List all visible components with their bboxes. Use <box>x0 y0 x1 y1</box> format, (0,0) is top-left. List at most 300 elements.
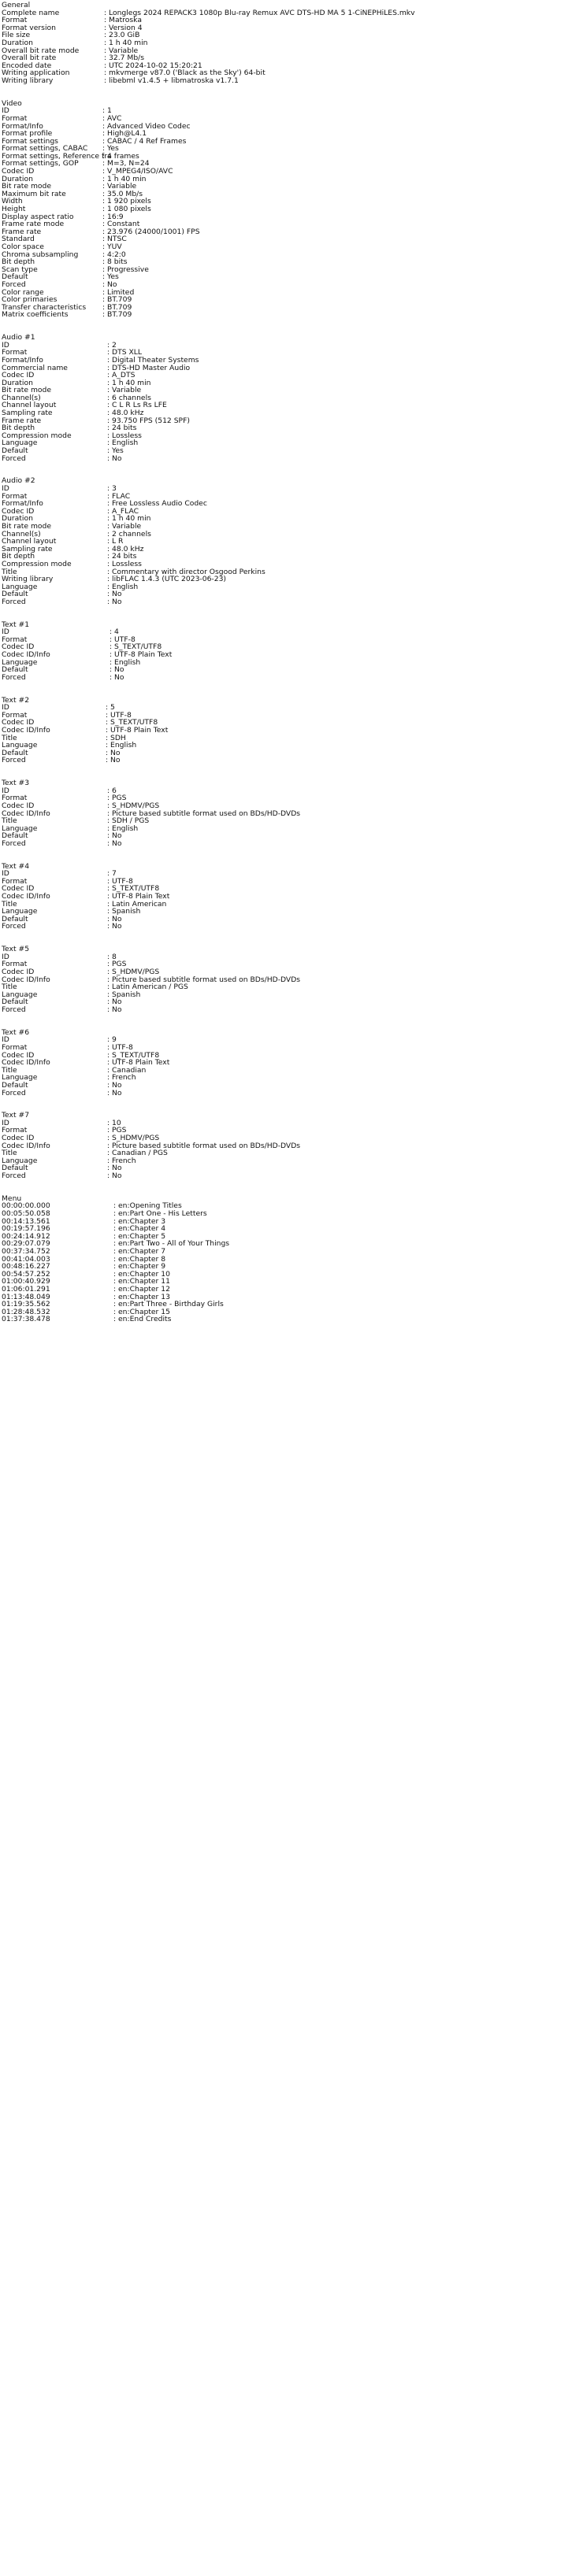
field-row <box>2 749 583 757</box>
field-value: : Yes <box>107 446 124 456</box>
field-label: ID <box>2 952 9 961</box>
field-label: 00:05:50.058 <box>2 1209 50 1218</box>
field-row <box>2 417 583 425</box>
section-title: Audio #1 <box>2 333 35 342</box>
field-label: Encoded date <box>2 61 52 70</box>
field-value: : Lossless <box>107 431 142 440</box>
field-value: : 5 <box>106 703 115 712</box>
field-label: Language <box>2 741 38 750</box>
field-label: Language <box>2 439 38 448</box>
field-label: Format version <box>2 23 56 32</box>
field-value: : High@L4.1 <box>102 129 147 139</box>
field-value: : Limited <box>102 287 135 297</box>
field-row <box>2 69 583 77</box>
field-label: Codec ID <box>2 506 35 516</box>
field-label: Title <box>2 733 17 742</box>
field-value: : en:Part One - His Letters <box>113 1209 207 1218</box>
field-row <box>2 590 583 598</box>
field-label: Default <box>2 590 28 599</box>
field-label: Language <box>2 990 38 999</box>
field-row <box>2 183 583 191</box>
field-label: Format <box>2 794 28 803</box>
field-value: : Variable <box>107 521 142 531</box>
field-label: Default <box>2 1164 28 1173</box>
field-value: : A_DTS <box>107 371 136 380</box>
field-label: Format <box>2 1042 28 1052</box>
field-value: : UTF-8 Plain Text <box>106 726 169 735</box>
field-row <box>2 432 583 440</box>
field-label: Title <box>2 816 17 826</box>
field-value: : English <box>107 582 139 591</box>
field-value: : No <box>106 748 121 757</box>
field-value: : 3 <box>107 484 117 493</box>
field-value: : 1 h 40 min <box>102 174 147 183</box>
field-row <box>2 1278 583 1286</box>
field-row <box>2 674 583 682</box>
section-title: Menu <box>2 1194 22 1203</box>
field-row <box>2 1067 583 1075</box>
field-value: : No <box>107 597 122 606</box>
field-label: Format settings, GOP <box>2 159 79 168</box>
field-row <box>2 976 583 984</box>
field-label: Forced <box>2 838 26 848</box>
field-value: : en:Chapter 10 <box>113 1269 170 1279</box>
field-label: ID <box>2 703 9 712</box>
field-value: : UTF-8 Plain Text <box>107 1058 170 1068</box>
field-value: : English <box>107 824 139 833</box>
field-value: : libebml v1.4.5 + libmatroska v1.7.1 <box>104 76 239 85</box>
field-label: Codec ID <box>2 968 35 976</box>
field-label: Format <box>2 113 28 123</box>
field-row <box>2 825 583 833</box>
field-row <box>2 901 583 909</box>
field-value: : S_TEXT/UTF8 <box>110 642 162 652</box>
field-row <box>2 251 583 259</box>
field-label: ID <box>2 484 9 493</box>
section-general <box>2 2 583 85</box>
field-label: 01:19:35.562 <box>2 1300 50 1309</box>
field-row <box>2 810 583 818</box>
field-row <box>2 636 583 644</box>
field-label: Sampling rate <box>2 544 53 553</box>
field-label: 00:41:04.003 <box>2 1254 50 1264</box>
field-label: Color primaries <box>2 295 58 305</box>
field-label: Default <box>2 1080 28 1090</box>
field-label: 00:24:14.912 <box>2 1231 50 1241</box>
field-row <box>2 372 583 379</box>
field-label: Duration <box>2 514 33 524</box>
field-row <box>2 742 583 749</box>
field-label: Channel(s) <box>2 529 41 539</box>
field-label: Codec ID <box>2 1050 35 1060</box>
field-row <box>2 160 583 168</box>
field-value: : No <box>107 1171 122 1181</box>
section-title: Text #7 <box>2 1111 30 1120</box>
field-label: Forced <box>2 1005 26 1014</box>
field-label: 00:54:57.252 <box>2 1269 50 1279</box>
field-row <box>2 123 583 131</box>
field-value: : FLAC <box>107 491 131 501</box>
field-value: : en:Part Three - Birthday Girls <box>113 1300 224 1309</box>
field-row <box>2 568 583 576</box>
field-label: 01:37:38.478 <box>2 1315 50 1324</box>
field-row <box>2 500 583 508</box>
field-value: : 8 bits <box>102 257 128 267</box>
field-value: : 48.0 kHz <box>107 544 144 553</box>
field-label: Format settings, Reference fra <box>2 151 112 161</box>
field-value: : SDH <box>106 733 126 742</box>
field-label: Duration <box>2 38 33 47</box>
field-value: : Variable <box>104 46 139 55</box>
field-row <box>2 1271 583 1279</box>
field-row <box>2 735 583 742</box>
field-value: : UTF-8 Plain Text <box>107 892 170 901</box>
field-label: Format <box>2 348 28 357</box>
field-row <box>2 583 583 591</box>
field-label: Height <box>2 205 26 214</box>
field-value: : No <box>107 590 122 599</box>
field-label: Format <box>2 960 28 969</box>
field-value: : PGS <box>107 794 127 803</box>
field-value: : No <box>107 453 122 463</box>
field-label: Writing library <box>2 575 54 584</box>
section-text-7 <box>2 1112 583 1179</box>
section-text-5 <box>2 946 583 1013</box>
field-row <box>2 62 583 70</box>
field-label: Codec ID <box>2 371 35 380</box>
field-row <box>2 1286 583 1294</box>
field-label: Forced <box>2 756 26 765</box>
field-value: : 35.0 Mb/s <box>102 189 143 198</box>
field-row <box>2 1316 583 1323</box>
field-row <box>2 138 583 146</box>
field-row <box>2 908 583 916</box>
section-title: Text #4 <box>2 861 30 871</box>
field-row <box>2 107 583 115</box>
field-value: : S_HDMV/PGS <box>107 1134 160 1143</box>
field-label: ID <box>2 340 9 350</box>
field-label: Title <box>2 1149 17 1158</box>
field-row <box>2 176 583 183</box>
field-value: : Advanced Video Codec <box>102 121 191 131</box>
field-value: : Constant <box>102 220 140 229</box>
field-row <box>2 235 583 243</box>
field-label: Format/Info <box>2 499 43 509</box>
field-row <box>2 304 583 312</box>
field-row <box>2 409 583 417</box>
section-video <box>2 100 583 319</box>
field-label: Title <box>2 899 17 909</box>
field-label: Default <box>2 748 28 757</box>
field-value: : YUV <box>102 242 122 251</box>
field-value: : 23.976 (24000/1001) FPS <box>102 227 200 236</box>
field-value: : 24 bits <box>107 424 137 433</box>
field-row <box>2 1233 583 1241</box>
field-value: : English <box>107 439 139 448</box>
field-value: : Free Lossless Audio Codec <box>107 499 207 509</box>
field-row <box>2 365 583 372</box>
field-row <box>2 1210 583 1218</box>
field-label: Frame rate <box>2 227 42 236</box>
field-row <box>2 983 583 991</box>
field-value: : NTSC <box>102 235 127 244</box>
field-row <box>2 991 583 999</box>
field-value: : en:Opening Titles <box>113 1201 182 1211</box>
field-label: ID <box>2 1118 9 1127</box>
field-label: Codec ID/Info <box>2 975 50 984</box>
field-value: : Longlegs 2024 REPACK3 1080p Blu-ray Remux AVC DTS-HD MA 5 1-CiNEPHiLES.mkv <box>104 8 415 17</box>
field-row <box>2 1120 583 1127</box>
field-value: : en:End Credits <box>113 1315 172 1324</box>
field-row <box>2 349 583 357</box>
field-label: Codec ID <box>2 884 35 894</box>
field-label: 00:14:13.561 <box>2 1216 50 1226</box>
field-value: : Commentary with director Osgood Perkins <box>107 567 266 576</box>
field-row <box>2 205 583 213</box>
field-label: Codec ID <box>2 718 35 727</box>
field-label: ID <box>2 1035 9 1045</box>
field-row <box>2 455 583 463</box>
field-row <box>2 1263 583 1271</box>
field-value: : 23.0 GiB <box>104 31 140 40</box>
field-label: Title <box>2 567 17 576</box>
field-label: 01:00:40.929 <box>2 1277 50 1286</box>
field-row <box>2 643 583 651</box>
field-value: : 1 h 40 min <box>104 38 148 47</box>
field-label: Duration <box>2 174 33 183</box>
field-label: Format/Info <box>2 121 43 131</box>
field-label: ID <box>2 627 9 637</box>
field-row <box>2 485 583 493</box>
field-row <box>2 289 583 297</box>
field-value: : en:Chapter 15 <box>113 1307 170 1316</box>
field-value: : DTS-HD Master Audio <box>107 363 191 372</box>
field-value: : Canadian / PGS <box>107 1149 168 1158</box>
field-label: Codec ID/Info <box>2 726 50 735</box>
field-value: : UTC 2024-10-02 15:20:21 <box>104 61 202 70</box>
field-value: : libFLAC 1.4.3 (UTC 2023-06-23) <box>107 575 227 584</box>
field-value: : 2 channels <box>107 529 151 539</box>
field-row <box>2 998 583 1006</box>
field-row <box>2 1218 583 1226</box>
field-label: Standard <box>2 235 35 244</box>
field-value: : PGS <box>107 960 127 969</box>
field-label: Language <box>2 657 38 667</box>
field-row <box>2 387 583 394</box>
field-row <box>2 523 583 531</box>
field-row <box>2 77 583 85</box>
field-value: : 9 <box>107 1035 117 1045</box>
field-label: 00:29:07.079 <box>2 1239 50 1249</box>
field-label: Language <box>2 907 38 916</box>
field-label: Frame rate <box>2 416 42 425</box>
field-value: : 6 channels <box>107 393 151 402</box>
field-row <box>2 817 583 825</box>
field-value: : SDH / PGS <box>107 816 150 826</box>
field-label: Writing library <box>2 76 54 85</box>
field-row <box>2 666 583 674</box>
field-row <box>2 168 583 176</box>
section-title: Video <box>2 98 22 108</box>
field-label: Language <box>2 824 38 833</box>
field-row <box>2 508 583 516</box>
field-label: Codec ID/Info <box>2 650 50 660</box>
field-value: : Lossless <box>107 559 142 568</box>
field-label: Format <box>2 710 28 720</box>
field-row <box>2 832 583 840</box>
field-value: : A_FLAC <box>107 506 139 516</box>
field-value: : S_TEXT/UTF8 <box>106 718 158 727</box>
field-row <box>2 1074 583 1082</box>
field-row <box>2 1248 583 1256</box>
field-label: Forced <box>2 279 26 289</box>
section-title: General <box>2 1 31 9</box>
field-value: : S_TEXT/UTF8 <box>107 884 160 894</box>
field-value: : Yes <box>102 144 119 154</box>
field-value: : UTF-8 <box>107 1042 133 1052</box>
field-row <box>2 1082 583 1090</box>
field-value: : No <box>106 756 121 765</box>
field-value: : en:Chapter 7 <box>113 1246 166 1256</box>
field-label: Codec ID/Info <box>2 892 50 901</box>
field-row <box>2 1240 583 1248</box>
field-value: : Latin American <box>107 899 167 909</box>
field-label: Codec ID/Info <box>2 1141 50 1150</box>
field-value: : en:Chapter 12 <box>113 1284 170 1294</box>
field-row <box>2 704 583 712</box>
field-value: : 4:2:0 <box>102 250 126 259</box>
field-value: : PGS <box>107 1126 127 1135</box>
field-value: : BT.709 <box>102 310 132 320</box>
field-row <box>2 531 583 539</box>
field-label: Scan type <box>2 265 38 274</box>
field-row <box>2 953 583 961</box>
field-label: Default <box>2 831 28 841</box>
field-row <box>2 153 583 161</box>
field-value: : UTF-8 <box>110 635 136 644</box>
field-row <box>2 357 583 365</box>
field-row <box>2 1044 583 1052</box>
field-label: 00:19:57.196 <box>2 1224 50 1234</box>
field-row <box>2 628 583 636</box>
field-value: : No <box>107 1164 122 1173</box>
field-label: Frame rate mode <box>2 220 65 229</box>
field-row <box>2 1256 583 1264</box>
field-label: Width <box>2 197 23 206</box>
field-label: Forced <box>2 1171 26 1181</box>
field-row <box>2 1036 583 1044</box>
field-row <box>2 659 583 667</box>
field-row <box>2 191 583 198</box>
field-value: : No <box>110 665 124 675</box>
field-value: : 48.0 kHz <box>107 409 144 418</box>
field-value: : 1 080 pixels <box>102 205 151 214</box>
field-row <box>2 243 583 251</box>
field-label: Default <box>2 272 28 282</box>
field-label: Format settings, CABAC <box>2 144 88 154</box>
field-value: : 93.750 FPS (512 SPF) <box>107 416 190 425</box>
field-row <box>2 311 583 319</box>
section-title: Text #5 <box>2 945 30 954</box>
field-row <box>2 31 583 39</box>
section-text-2 <box>2 697 583 764</box>
field-label: Codec ID/Info <box>2 809 50 818</box>
field-row <box>2 1006 583 1014</box>
field-label: ID <box>2 786 9 795</box>
field-row <box>2 39 583 47</box>
field-row <box>2 228 583 236</box>
field-value: : Version 4 <box>104 23 143 32</box>
field-row <box>2 1202 583 1210</box>
field-value: : Progressive <box>102 265 149 274</box>
field-label: Format <box>2 491 28 501</box>
field-label: 00:37:34.752 <box>2 1246 50 1256</box>
field-label: Forced <box>2 597 26 606</box>
field-row <box>2 424 583 432</box>
field-value: : S_TEXT/UTF8 <box>107 1050 160 1060</box>
field-value: : en:Chapter 8 <box>113 1254 166 1264</box>
field-value: : Yes <box>102 272 119 282</box>
field-value: : No <box>107 1080 122 1090</box>
field-row <box>2 130 583 138</box>
field-label: Codec ID <box>2 1134 35 1143</box>
field-value: : M=3, N=24 <box>102 159 150 168</box>
section-menu <box>2 1195 583 1323</box>
field-label: Commercial name <box>2 363 68 372</box>
field-label: 01:06:01.291 <box>2 1284 50 1294</box>
field-label: Matrix coefficients <box>2 310 69 320</box>
field-value: : en:Chapter 11 <box>113 1277 170 1286</box>
field-value: : 16:9 <box>102 212 124 221</box>
field-label: Forced <box>2 672 26 682</box>
section-text-4 <box>2 863 583 931</box>
field-value: : 8 <box>107 952 117 961</box>
field-value: : Latin American / PGS <box>107 983 188 992</box>
field-row <box>2 538 583 546</box>
field-row <box>2 1301 583 1308</box>
field-label: Codec ID <box>2 642 35 652</box>
field-row <box>2 651 583 659</box>
field-row <box>2 1172 583 1180</box>
field-label: Writing application <box>2 68 70 78</box>
field-label: Bit rate mode <box>2 521 52 531</box>
field-row <box>2 439 583 447</box>
field-value: : No <box>107 922 122 931</box>
field-row <box>2 17 583 24</box>
field-label: Bit depth <box>2 257 35 267</box>
field-row <box>2 1142 583 1150</box>
field-row <box>2 296 583 304</box>
field-label: Bit depth <box>2 552 35 561</box>
field-row <box>2 342 583 350</box>
field-row <box>2 258 583 266</box>
field-label: Default <box>2 914 28 923</box>
field-value: : English <box>110 657 141 667</box>
field-label: Format settings <box>2 136 58 146</box>
field-value: : French <box>107 1073 136 1083</box>
field-value: : C L R Ls Rs LFE <box>107 401 167 410</box>
section-text-6 <box>2 1029 583 1097</box>
field-label: Channel layout <box>2 537 57 546</box>
field-row <box>2 1294 583 1301</box>
field-row <box>2 220 583 228</box>
field-label: Codec ID/Info <box>2 1058 50 1068</box>
field-label: Color range <box>2 287 44 297</box>
field-row <box>2 198 583 205</box>
field-label: Format/Info <box>2 355 43 365</box>
field-value: : 1 <box>102 106 112 116</box>
field-row <box>2 1157 583 1165</box>
